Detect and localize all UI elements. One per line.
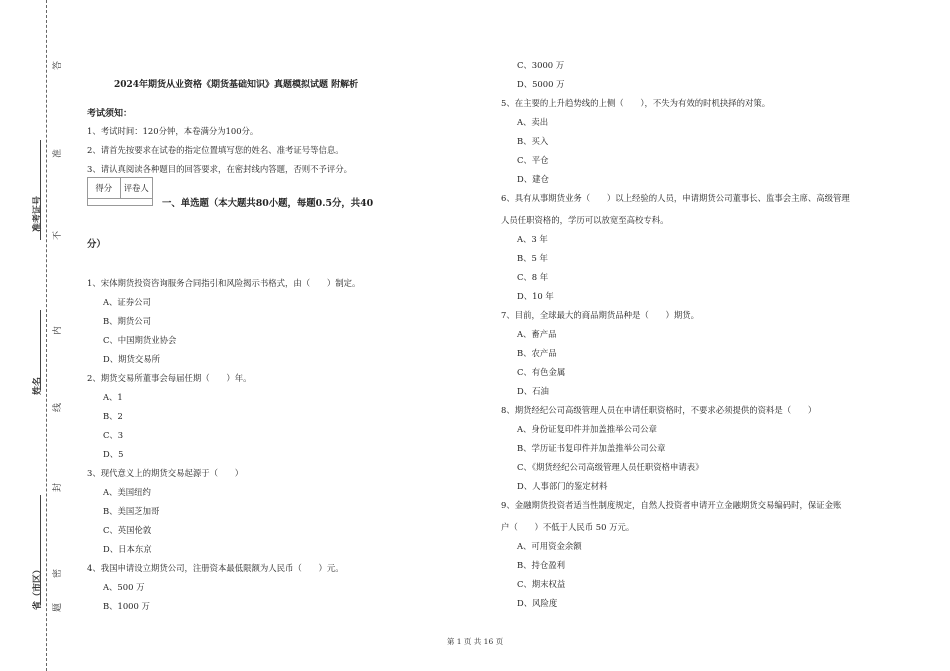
option: A、500 万 bbox=[103, 582, 145, 592]
question-8: 8、期货经纪公司高级管理人员在申请任职资格时，不要求必须提供的资料是（ ） bbox=[501, 405, 817, 415]
option: D、10 年 bbox=[517, 291, 554, 301]
margin-mark-nei: 内 bbox=[53, 325, 63, 335]
option: B、期货公司 bbox=[103, 316, 152, 326]
option: A、畜产品 bbox=[517, 329, 557, 339]
option: A、可用资金余额 bbox=[517, 541, 582, 551]
question-5: 5、在主要的上升趋势线的上侧（ ），不失为有效的时机抉择的对策。 bbox=[501, 98, 771, 108]
score-table-blank-row bbox=[87, 197, 153, 206]
option: B、1000 万 bbox=[103, 601, 150, 611]
question-9-cont: 户（ ）不低于人民币 50 万元。 bbox=[501, 522, 635, 532]
margin-mark-xian: 线 bbox=[53, 402, 63, 412]
option: C、期末权益 bbox=[517, 579, 566, 589]
notice-item: 1、考试时间：120分钟，本卷满分为100分。 bbox=[87, 126, 259, 136]
option: A、身份证复印件并加盖推举公司公章 bbox=[517, 424, 658, 434]
margin-mark-mi: 密 bbox=[53, 568, 63, 578]
margin-label-province: 省（市区） bbox=[33, 564, 43, 610]
option: D、石油 bbox=[517, 386, 549, 396]
option: D、建仓 bbox=[517, 174, 549, 184]
question-1: 1、宋体期货投资咨询服务合同指引和风险揭示书格式，由（ ）制定。 bbox=[87, 278, 361, 288]
section-heading: 一、单选题（本大题共80小题，每题0.5分，共40 bbox=[162, 198, 374, 209]
option: C、8 年 bbox=[517, 272, 549, 282]
margin-mark-bu: 不 bbox=[53, 230, 63, 240]
option: C、3 bbox=[103, 430, 124, 440]
option: B、买入 bbox=[517, 136, 549, 146]
option: C、中国期货业协会 bbox=[103, 335, 177, 345]
option: B、美国芝加哥 bbox=[103, 506, 160, 516]
option: B、5 年 bbox=[517, 253, 548, 263]
score-table bbox=[87, 177, 153, 199]
option: C、《期货经纪公司高级管理人员任职资格申请表》 bbox=[517, 462, 704, 472]
grader-cell: 评卷人 bbox=[123, 183, 149, 193]
option: D、风险度 bbox=[517, 598, 558, 608]
question-3: 3、现代意义上的期货交易起源于（ ） bbox=[87, 468, 244, 478]
seal-line bbox=[46, 0, 47, 671]
notice-heading: 考试须知： bbox=[87, 109, 133, 119]
exam-id-field-line bbox=[40, 140, 41, 240]
option: C、有色金属 bbox=[517, 367, 566, 377]
margin-mark-ti: 题 bbox=[53, 602, 63, 612]
option: A、1 bbox=[103, 392, 123, 402]
question-4: 4、我国申请设立期货公司，注册资本最低限额为人民币（ ）元。 bbox=[87, 563, 344, 573]
margin-mark-feng: 封 bbox=[53, 482, 63, 492]
province-field-line bbox=[40, 495, 41, 605]
option: A、卖出 bbox=[517, 117, 549, 127]
question-2: 2、期货交易所董事会每届任期（ ）年。 bbox=[87, 373, 252, 383]
name-field-line bbox=[40, 310, 41, 390]
option: D、5000 万 bbox=[517, 79, 565, 89]
option: B、持仓盈利 bbox=[517, 560, 566, 570]
option: B、学历证书复印件并加盖推举公司公章 bbox=[517, 443, 666, 453]
margin-label-exam-id: 准考证号 bbox=[33, 195, 43, 232]
question-7: 7、目前，全球最大的商品期货品种是（ ）期货。 bbox=[501, 310, 699, 320]
option: D、5 bbox=[103, 449, 124, 459]
option: D、日本东京 bbox=[103, 544, 152, 554]
option: B、农产品 bbox=[517, 348, 557, 358]
page-footer: 第 1 页 共 16 页 bbox=[446, 637, 504, 646]
option: C、3000 万 bbox=[517, 60, 565, 70]
binding-margin bbox=[0, 0, 70, 671]
notice-item: 2、请首先按要求在试卷的指定位置填写您的姓名、准考证号等信息。 bbox=[87, 145, 344, 155]
section-heading-cont: 分） bbox=[87, 239, 106, 250]
option: D、人事部门的鉴定材料 bbox=[517, 481, 608, 491]
margin-label-name: 姓名 bbox=[33, 376, 43, 395]
option: B、2 bbox=[103, 411, 123, 421]
option: D、期货交易所 bbox=[103, 354, 160, 364]
option: A、美国纽约 bbox=[103, 487, 151, 497]
option: A、3 年 bbox=[517, 234, 548, 244]
question-9: 9、金融期货投资者适当性制度规定，自然人投资者申请开立金融期货交易编码时，保证金账 bbox=[501, 500, 842, 510]
option: C、平仓 bbox=[517, 155, 549, 165]
margin-mark-da: 答 bbox=[53, 60, 63, 70]
question-6: 6、具有从事期货业务（ ）以上经验的人员，申请期货公司董事长、监事会主席、高级管理 bbox=[501, 193, 850, 203]
exam-title: 2024年期货从业资格《期货基础知识》真题模拟试题 附解析 bbox=[114, 80, 359, 90]
question-6-cont: 人员任职资格的，学历可以放宽至高校专科。 bbox=[501, 215, 669, 225]
margin-mark-zhun: 准 bbox=[53, 148, 63, 158]
score-cell: 得分 bbox=[88, 178, 121, 198]
notice-item: 3、请认真阅读各种题目的回答要求，在密封线内答题，否则不予评分。 bbox=[87, 164, 352, 174]
option: A、证券公司 bbox=[103, 297, 151, 307]
option: C、英国伦敦 bbox=[103, 525, 152, 535]
